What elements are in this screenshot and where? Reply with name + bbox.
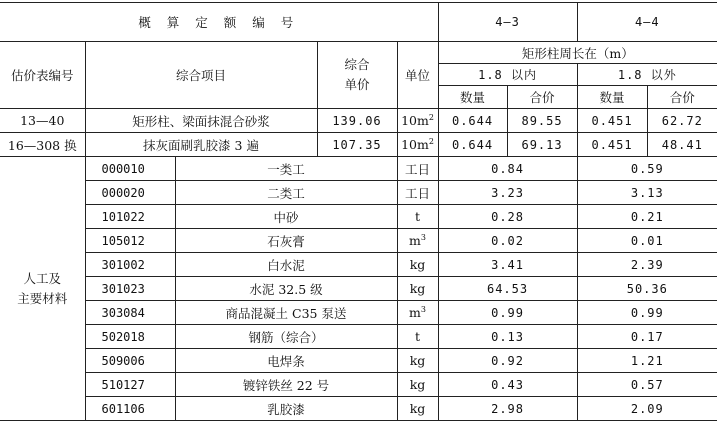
material-unit: [397, 325, 438, 349]
col-header-unit: 单位: [397, 42, 438, 109]
material-row: [0, 373, 717, 397]
material-name: 二类工: [175, 181, 397, 205]
row-unit-text: 10m: [401, 137, 429, 153]
quota-number-label: 概 算 定 额 编 号: [0, 3, 438, 42]
material-amount-a: 0.99: [438, 301, 577, 325]
material-code: 509006: [85, 349, 175, 373]
row-qty-b: 0.451: [577, 109, 647, 133]
material-unit-text: kg: [409, 281, 426, 296]
row-unit-superscript: 2: [428, 136, 434, 146]
material-amount-a: 0.28: [438, 205, 577, 229]
material-amount-b: 0.57: [577, 373, 717, 397]
range-a-header: 1.8 以内: [438, 64, 577, 86]
material-unit-superscript: 3: [420, 232, 426, 242]
material-unit-text: t: [415, 329, 421, 344]
material-unit-text: kg: [409, 257, 426, 272]
material-row: [0, 277, 717, 301]
qty-a-header: 数量: [438, 86, 507, 109]
material-code: 502018: [85, 325, 175, 349]
material-name: 水泥 32.5 级: [175, 277, 397, 301]
material-code: 000020: [85, 181, 175, 205]
material-amount-a: 64.53: [438, 277, 577, 301]
row-unit-text: 10m: [401, 113, 429, 129]
material-unit: [397, 229, 438, 253]
table-row: [0, 109, 717, 133]
material-unit: [397, 181, 438, 205]
materials-group-label: [0, 157, 85, 421]
total-b-header: 合价: [647, 86, 717, 109]
row-qty-b: 0.451: [577, 133, 647, 157]
row-total-b: 48.41: [647, 133, 717, 157]
material-name: 中砂: [175, 205, 397, 229]
material-amount-a: 0.13: [438, 325, 577, 349]
material-code: 303084: [85, 301, 175, 325]
materials-group-label-line2: 主要材料: [17, 290, 68, 306]
quota-number-a: 4—3: [438, 3, 577, 42]
material-code: 510127: [85, 373, 175, 397]
table-row: [0, 133, 717, 157]
material-amount-b: 0.59: [577, 157, 717, 181]
material-unit: [397, 397, 438, 421]
row-unit-superscript: 2: [428, 112, 434, 122]
row-code: 13—40: [0, 109, 85, 133]
material-amount-a: 2.98: [438, 397, 577, 421]
col-header-price-line1: 综合: [344, 57, 370, 72]
material-amount-b: 0.01: [577, 229, 717, 253]
material-row: [0, 253, 717, 277]
col-header-code: 估价表编号: [0, 42, 85, 109]
material-unit-text: m: [409, 233, 421, 249]
material-code: 301002: [85, 253, 175, 277]
material-unit: [397, 373, 438, 397]
quota-number-b: 4—4: [577, 3, 717, 42]
row-total-a: 69.13: [507, 133, 577, 157]
material-unit-text: t: [415, 209, 421, 224]
material-code: 000010: [85, 157, 175, 181]
quota-table: [0, 2, 717, 421]
quota-number-row: [0, 3, 717, 42]
row-total-b: 62.72: [647, 109, 717, 133]
material-code: 301023: [85, 277, 175, 301]
row-price: 139.06: [317, 109, 397, 133]
material-amount-b: 50.36: [577, 277, 717, 301]
col-header-price-line2: 单价: [344, 77, 370, 92]
material-name: 商品混凝土 C35 泵送: [175, 301, 397, 325]
material-amount-a: 0.92: [438, 349, 577, 373]
material-amount-a: 0.02: [438, 229, 577, 253]
material-unit: [397, 253, 438, 277]
col-header-price: [317, 42, 397, 109]
material-code: 101022: [85, 205, 175, 229]
material-unit-text: kg: [409, 377, 426, 392]
material-amount-b: 1.21: [577, 349, 717, 373]
range-b-header: 1.8 以外: [577, 64, 717, 86]
row-item: 抹灰面刷乳胶漆 3 遍: [85, 133, 317, 157]
row-unit: [397, 109, 438, 133]
material-row: [0, 229, 717, 253]
material-unit-text: 工日: [405, 185, 431, 201]
material-unit: [397, 157, 438, 181]
material-amount-a: 3.23: [438, 181, 577, 205]
material-unit: [397, 349, 438, 373]
material-name: 一类工: [175, 157, 397, 181]
material-row: [0, 325, 717, 349]
material-amount-b: 0.99: [577, 301, 717, 325]
material-unit-text: m: [409, 305, 421, 321]
material-unit-text: 工日: [405, 161, 431, 177]
material-amount-b: 0.21: [577, 205, 717, 229]
header-row-1: [0, 42, 717, 64]
materials-group-label-line1: 人工及: [23, 270, 61, 286]
material-code: 105012: [85, 229, 175, 253]
material-name: 电焊条: [175, 349, 397, 373]
material-row: [0, 301, 717, 325]
material-name: 石灰膏: [175, 229, 397, 253]
material-unit-superscript: 3: [420, 304, 426, 314]
material-unit: [397, 277, 438, 301]
material-row: [0, 397, 717, 421]
material-amount-a: 3.41: [438, 253, 577, 277]
material-row: [0, 181, 717, 205]
material-unit-text: kg: [409, 401, 426, 416]
material-amount-b: 0.17: [577, 325, 717, 349]
material-name: 白水泥: [175, 253, 397, 277]
material-name: 钢筋（综合）: [175, 325, 397, 349]
material-unit-text: kg: [409, 353, 426, 368]
material-row: [0, 157, 717, 181]
row-qty-a: 0.644: [438, 133, 507, 157]
total-a-header: 合价: [507, 86, 577, 109]
row-item: 矩形柱、梁面抹混合砂浆: [85, 109, 317, 133]
material-row: [0, 205, 717, 229]
material-amount-a: 0.84: [438, 157, 577, 181]
perimeter-header: 矩形柱周长在（m）: [438, 42, 717, 64]
material-unit: [397, 205, 438, 229]
row-unit: [397, 133, 438, 157]
material-name: 镀锌铁丝 22 号: [175, 373, 397, 397]
material-name: 乳胶漆: [175, 397, 397, 421]
material-unit: [397, 301, 438, 325]
material-amount-b: 2.09: [577, 397, 717, 421]
material-code: 601106: [85, 397, 175, 421]
material-amount-a: 0.43: [438, 373, 577, 397]
qty-b-header: 数量: [577, 86, 647, 109]
col-header-item: 综合项目: [85, 42, 317, 109]
material-amount-b: 3.13: [577, 181, 717, 205]
row-total-a: 89.55: [507, 109, 577, 133]
row-code: 16—308 换: [0, 133, 85, 157]
row-qty-a: 0.644: [438, 109, 507, 133]
material-row: [0, 349, 717, 373]
row-price: 107.35: [317, 133, 397, 157]
material-amount-b: 2.39: [577, 253, 717, 277]
